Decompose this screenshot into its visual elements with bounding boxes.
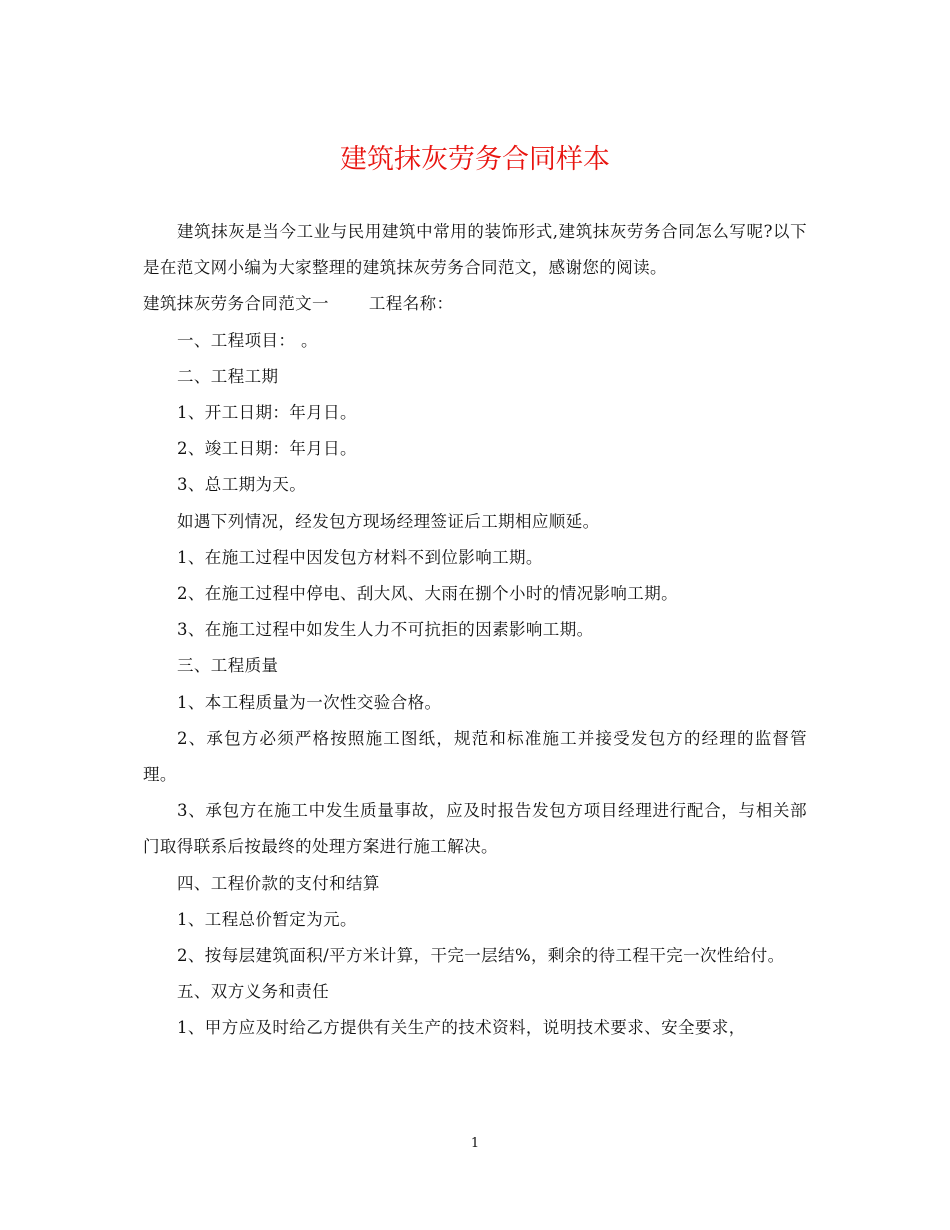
document-body: [143, 214, 807, 1047]
paragraph-extension-1: 1、在施工过程中因发包方材料不到位影响工期。: [177, 547, 543, 567]
paragraph-quality-2: 2、承包方必须严格按照施工图纸，规范和标准施工并接受发包方的经理的监督管理。: [143, 728, 807, 785]
section-heading: 建筑抹灰劳务合同范文一: [143, 294, 329, 314]
paragraph-payment-2: 2、按每层建筑面积/平方米计算，干完一层结%，剩余的待工程干完一次性给付。: [177, 946, 785, 966]
paragraph-total-duration: 3、总工期为天。: [177, 475, 307, 495]
page-number: 1: [470, 1136, 480, 1151]
paragraph-project-item: 一、工程项目： 。: [177, 330, 318, 350]
paragraph-payment-1: 1、工程总价暂定为元。: [177, 909, 357, 929]
intro-paragraph: 建筑抹灰是当今工业与民用建筑中常用的装饰形式,建筑抹灰劳务合同怎么写呢?以下是在范文网小编为大家整理的建筑抹灰劳务合同范文，感谢您的阅读。: [143, 222, 807, 278]
paragraph-quality-1: 1、本工程质量为一次性交验合格。: [177, 692, 442, 712]
paragraph-payment-heading: 四、工程价款的支付和结算: [177, 873, 380, 893]
paragraph-obligations-heading: 五、双方义务和责任: [177, 982, 330, 1002]
paragraph-schedule-heading: 二、工程工期: [177, 366, 279, 386]
section-heading-line: [143, 286, 807, 322]
paragraph-obligations-1: 1、甲方应及时给乙方提供有关生产的技术资料，说明技术要求、安全要求，: [177, 1018, 746, 1038]
document-title: 建筑抹灰劳务合同样本: [340, 144, 610, 175]
paragraph-start-date: 1、开工日期：年月日。: [177, 403, 357, 423]
paragraph-quality-heading: 三、工程质量: [177, 656, 279, 676]
paragraph-completion-date: 2、竣工日期：年月日。: [177, 439, 357, 459]
paragraph-extension-3: 3、在施工过程中如发生人力不可抗拒的因素影响工期。: [177, 620, 594, 640]
project-name-label: 工程名称：: [368, 294, 454, 314]
paragraph-quality-3: 3、承包方在施工中发生质量事故，应及时报告发包方项目经理进行配合，与相关部门取得联系后按最终的处理方案进行施工解决。: [143, 801, 807, 857]
paragraph-extension-conditions: 如遇下列情况，经发包方现场经理签证后工期相应顺延。: [177, 511, 600, 531]
paragraph-extension-2: 2、在施工过程中停电、刮大风、大雨在捌个小时的情况影响工期。: [177, 584, 678, 604]
